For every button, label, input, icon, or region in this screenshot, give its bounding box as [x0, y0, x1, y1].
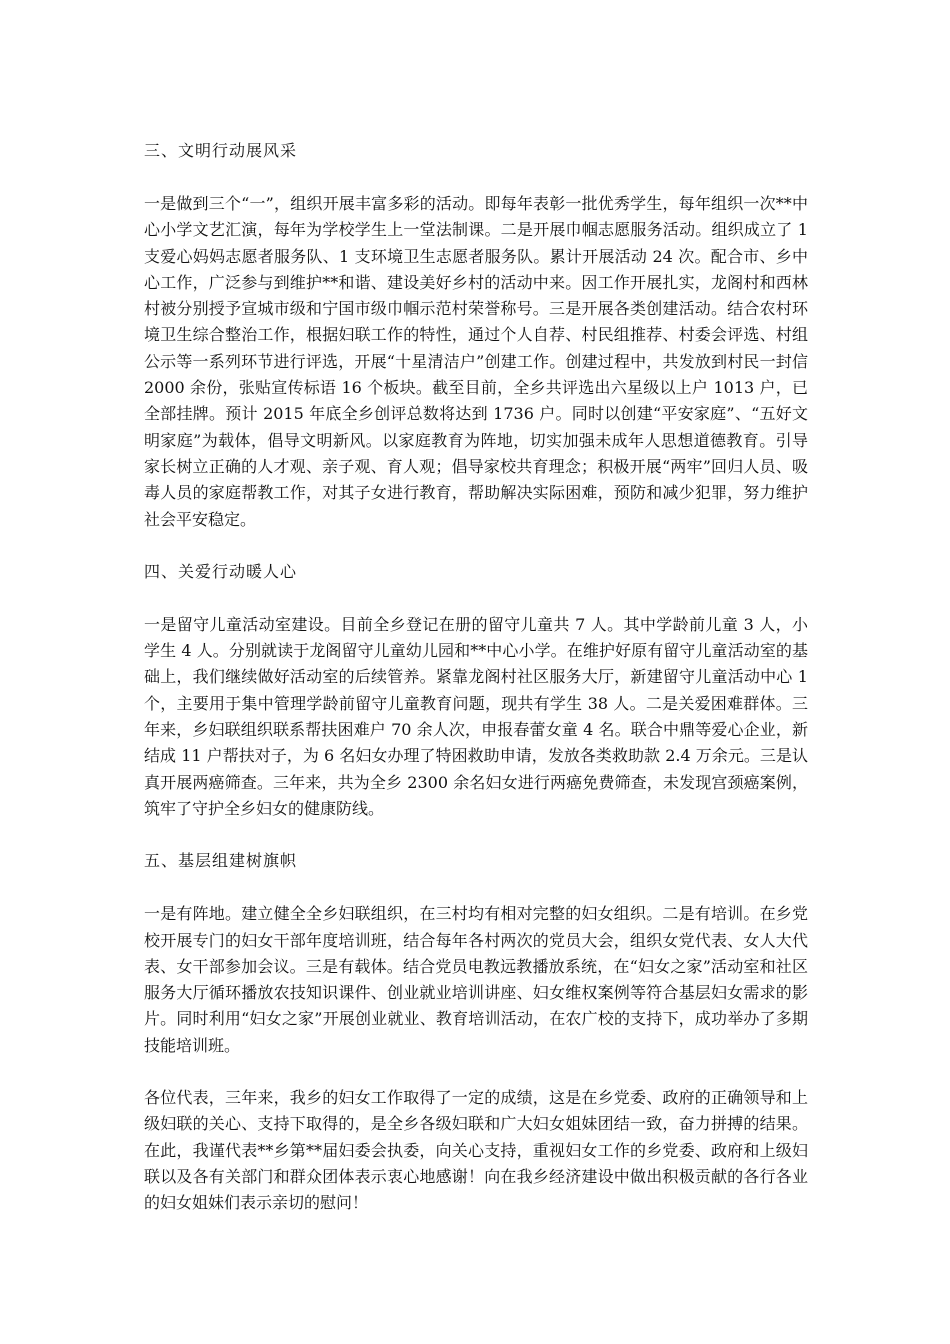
- document-page: [144, 138, 808, 1217]
- section-paragraph-grassroots: 一是有阵地。建立健全全乡妇联组织，在三村均有相对完整的妇女组织。二是有培训。在乡党校开展专门的妇女干部年度培训班，结合每年各村两次的党员大会，组织女党代表、女人大代表、女干部参加会议。三是有载体。结合党员电教远教播放系统，在“妇女之家”活动室和社区服务大厅循环播放农技知识课件、创业就业培训讲座、妇女维权案例等符合基层妇女需求的影片。同时利用“妇女之家”开展创业就业、教育培训活动，在农广校的支持下，成功举办了多期技能培训班。: [144, 904, 808, 1055]
- closing-paragraph: 各位代表，三年来，我乡的妇女工作取得了一定的成绩，这是在乡党委、政府的正确领导和上级妇联的关心、支持下取得的，是全乡各级妇联和广大妇女姐妹团结一致，奋力拼搏的结果。在此，我谨代表**乡第**届妇委会执委，向关心支持，重视妇女工作的乡党委、政府和上级妇联以及各有关部门和群众团体表示衷心地感谢！向在我乡经济建设中做出积极贡献的各行各业的妇女姐妹们表示亲切的慰问！: [144, 1088, 808, 1213]
- section-heading-civilization: 三、文明行动展风采: [144, 141, 298, 160]
- section-paragraph-civilization: 一是做到三个“一”，组织开展丰富多彩的活动。即每年表彰一批优秀学生，每年组织一次**中心小学文艺汇演，每年为学校学生上一堂法制课。二是开展巾帼志愿服务活动。组织成立了 1 支爱心妈妈志愿者服务队、1 支环境卫生志愿者服务队。累计开展活动 24 次。配合市、乡中心工作，广泛参与到维护**和谐、建设美好乡村的活动中来。因工作开展扎实，龙阁村和西林村被分别授予宣城市级和宁国市级巾帼示范村荣誉称号。三是开展各类创建活动。结合农村环境卫生综合整治工作，根据妇联工作的特性，通过个人自荐、村民组推荐、村委会评选、村组公示等一系列环节进行评选，开展“十星清洁户”创建工作。创建过程中，共发放到村民一封信 2000 余份，张贴宣传标语 16 个板块。截至目前，全乡共评选出六星级以上户 1013 户，已全部挂牌。预计 2015 年底全乡创评总数将达到 1736 户。同时以创建“平安家庭”、“五好文明家庭”为载体，倡导文明新风。以家庭教育为阵地，切实加强未成年人思想道德教育。引导家长树立正确的人才观、亲子观、育人观；倡导家校共育理念；积极开展“两牢”回归人员、吸毒人员的家庭帮教工作，对其子女进行教育，帮助解决实际困难，预防和减少犯罪，努力维护社会平安稳定。: [144, 194, 808, 529]
- section-heading-grassroots: 五、基层组建树旗帜: [144, 851, 298, 871]
- section-heading-care: 四、关爱行动暖人心: [144, 561, 298, 581]
- section-paragraph-care: 一是留守儿童活动室建设。目前全乡登记在册的留守儿童共 7 人。其中学龄前儿童 3 人，小学生 4 人。分别就读于龙阁留守儿童幼儿园和**中心小学。在维护好原有留守儿童活动室的基础上，我们继续做好活动室的后续管养。紧靠龙阁村社区服务大厅，新建留守儿童活动中心 1 个，主要用于集中管理学龄前留守儿童教育问题，现共有学生 38 人。二是关爱困难群体。三年来，乡妇联组织联系帮扶困难户 70 余人次，申报春蕾女童 4 名。联合中鼎等爱心企业，新结成 11 户帮扶对子，为 6 名妇女办理了特困救助申请，发放各类救助款 2.4 万余元。三是认真开展两癌筛查。三年来，共为全乡 2300 余名妇女进行两癌免费筛查，未发现宫颈癌案例，筑牢了守护全乡妇女的健康防线。: [144, 614, 808, 818]
